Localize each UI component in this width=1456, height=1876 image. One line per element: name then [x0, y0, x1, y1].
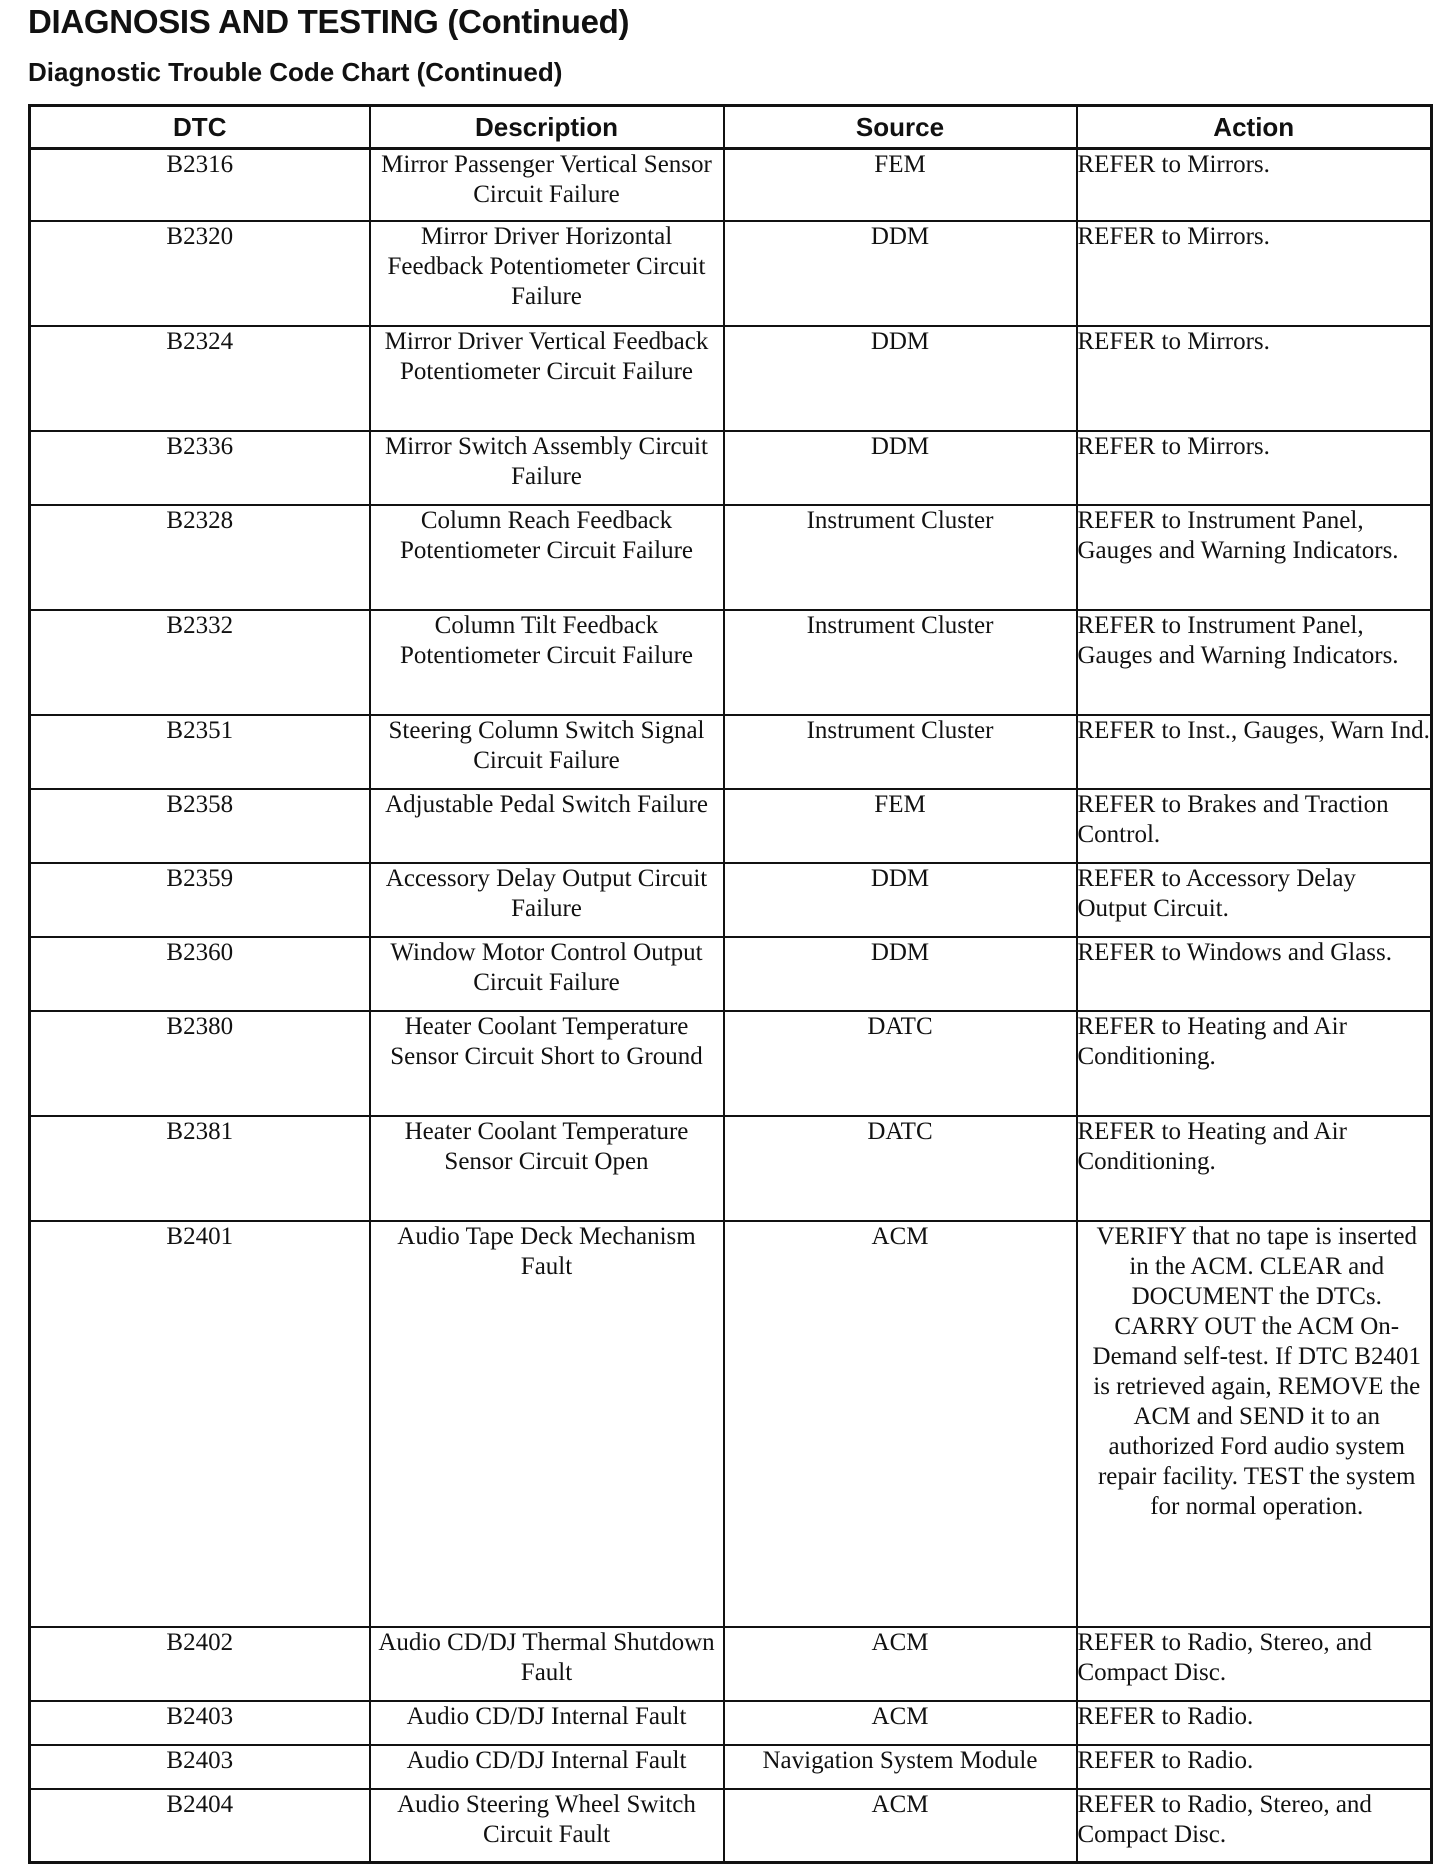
- dtc-code: B2359: [30, 863, 370, 937]
- dtc-code: B2403: [30, 1745, 370, 1789]
- dtc-code: B2332: [30, 610, 370, 715]
- table-row: [30, 863, 1432, 937]
- dtc-code: B2402: [30, 1627, 370, 1701]
- dtc-source: ACM: [724, 1627, 1077, 1701]
- column-header-description: Description: [370, 106, 724, 149]
- dtc-source: Instrument Cluster: [724, 610, 1077, 715]
- dtc-action: REFER to Heating and Air Conditioning.: [1077, 1011, 1432, 1116]
- table-row: [30, 789, 1432, 863]
- column-header-dtc: DTC: [30, 106, 370, 149]
- dtc-action: REFER to Radio, Stereo, and Compact Disc.: [1077, 1627, 1432, 1701]
- section-title: Diagnostic Trouble Code Chart (Continued): [28, 57, 563, 87]
- table-header-row: [30, 106, 1432, 149]
- dtc-action: REFER to Radio.: [1077, 1701, 1432, 1745]
- dtc-source: Navigation System Module: [724, 1745, 1077, 1789]
- dtc-description: Heater Coolant Temperature Sensor Circuit Short to Ground: [370, 1011, 724, 1116]
- dtc-description: Column Reach Feedback Potentiometer Circuit Failure: [370, 505, 724, 610]
- dtc-action: REFER to Mirrors.: [1077, 431, 1432, 505]
- dtc-description: Mirror Switch Assembly Circuit Failure: [370, 431, 724, 505]
- dtc-description: Steering Column Switch Signal Circuit Failure: [370, 715, 724, 789]
- dtc-action: REFER to Windows and Glass.: [1077, 937, 1432, 1011]
- table-row: [30, 1627, 1432, 1701]
- dtc-source: DDM: [724, 937, 1077, 1011]
- column-header-action: Action: [1077, 106, 1432, 149]
- dtc-description: Accessory Delay Output Circuit Failure: [370, 863, 724, 937]
- dtc-source: Instrument Cluster: [724, 715, 1077, 789]
- dtc-code: B2328: [30, 505, 370, 610]
- dtc-action: REFER to Brakes and Traction Control.: [1077, 789, 1432, 863]
- dtc-description: Window Motor Control Output Circuit Failure: [370, 937, 724, 1011]
- dtc-description: Audio CD/DJ Internal Fault: [370, 1701, 724, 1745]
- dtc-source: FEM: [724, 149, 1077, 221]
- dtc-action: REFER to Mirrors.: [1077, 221, 1432, 326]
- dtc-action: VERIFY that no tape is inserted in the ACM. CLEAR and DOCUMENT the DTCs. CARRY OUT the ACM On-Demand self-test. If DTC B2401 is retrieved again, REMOVE the ACM and SEND it to an authorized Ford audio system repair facility. TEST the system for normal operation.: [1077, 1221, 1432, 1627]
- table-row: [30, 1789, 1432, 1863]
- dtc-description: Audio Steering Wheel Switch Circuit Fault: [370, 1789, 724, 1863]
- dtc-source: DDM: [724, 221, 1077, 326]
- dtc-description: Mirror Driver Vertical Feedback Potentiometer Circuit Failure: [370, 326, 724, 431]
- dtc-code: B2358: [30, 789, 370, 863]
- dtc-description: Audio CD/DJ Internal Fault: [370, 1745, 724, 1789]
- table-row: [30, 505, 1432, 610]
- dtc-source: DATC: [724, 1116, 1077, 1221]
- dtc-action: REFER to Inst., Gauges, Warn Ind.: [1077, 715, 1432, 789]
- dtc-code: B2401: [30, 1221, 370, 1627]
- dtc-action: REFER to Instrument Panel, Gauges and Warning Indicators.: [1077, 610, 1432, 715]
- dtc-source: DDM: [724, 431, 1077, 505]
- table-row: [30, 221, 1432, 326]
- dtc-code: B2320: [30, 221, 370, 326]
- dtc-source: ACM: [724, 1789, 1077, 1863]
- table-row: [30, 715, 1432, 789]
- dtc-source: DATC: [724, 1011, 1077, 1116]
- dtc-code: B2404: [30, 1789, 370, 1863]
- dtc-action: REFER to Radio.: [1077, 1745, 1432, 1789]
- dtc-source: Instrument Cluster: [724, 505, 1077, 610]
- dtc-code: B2381: [30, 1116, 370, 1221]
- table-row: [30, 1011, 1432, 1116]
- table-row: [30, 1221, 1432, 1627]
- dtc-code: B2380: [30, 1011, 370, 1116]
- dtc-code: B2360: [30, 937, 370, 1011]
- table-row: [30, 1701, 1432, 1745]
- table-row: [30, 610, 1432, 715]
- dtc-description: Audio Tape Deck Mechanism Fault: [370, 1221, 724, 1627]
- dtc-action: REFER to Instrument Panel, Gauges and Warning Indicators.: [1077, 505, 1432, 610]
- dtc-table: [28, 104, 1433, 1864]
- column-header-source: Source: [724, 106, 1077, 149]
- dtc-code: B2336: [30, 431, 370, 505]
- dtc-source: ACM: [724, 1221, 1077, 1627]
- dtc-description: Column Tilt Feedback Potentiometer Circuit Failure: [370, 610, 724, 715]
- dtc-action: REFER to Heating and Air Conditioning.: [1077, 1116, 1432, 1221]
- dtc-source: ACM: [724, 1701, 1077, 1745]
- table-row: [30, 1745, 1432, 1789]
- dtc-source: DDM: [724, 863, 1077, 937]
- dtc-code: B2403: [30, 1701, 370, 1745]
- dtc-description: Mirror Driver Horizontal Feedback Potentiometer Circuit Failure: [370, 221, 724, 326]
- table-row: [30, 937, 1432, 1011]
- dtc-description: Audio CD/DJ Thermal Shutdown Fault: [370, 1627, 724, 1701]
- dtc-code: B2351: [30, 715, 370, 789]
- dtc-description: Heater Coolant Temperature Sensor Circuit Open: [370, 1116, 724, 1221]
- dtc-code: B2324: [30, 326, 370, 431]
- table-row: [30, 1116, 1432, 1221]
- dtc-description: Mirror Passenger Vertical Sensor Circuit Failure: [370, 149, 724, 221]
- dtc-source: FEM: [724, 789, 1077, 863]
- dtc-source: DDM: [724, 326, 1077, 431]
- dtc-description: Adjustable Pedal Switch Failure: [370, 789, 724, 863]
- table-row: [30, 431, 1432, 505]
- dtc-action: REFER to Accessory Delay Output Circuit.: [1077, 863, 1432, 937]
- table-row: [30, 149, 1432, 221]
- table-row: [30, 326, 1432, 431]
- dtc-action: REFER to Radio, Stereo, and Compact Disc.: [1077, 1789, 1432, 1863]
- dtc-action: REFER to Mirrors.: [1077, 149, 1432, 221]
- dtc-action: REFER to Mirrors.: [1077, 326, 1432, 431]
- page-title: DIAGNOSIS AND TESTING (Continued): [28, 3, 630, 40]
- dtc-code: B2316: [30, 149, 370, 221]
